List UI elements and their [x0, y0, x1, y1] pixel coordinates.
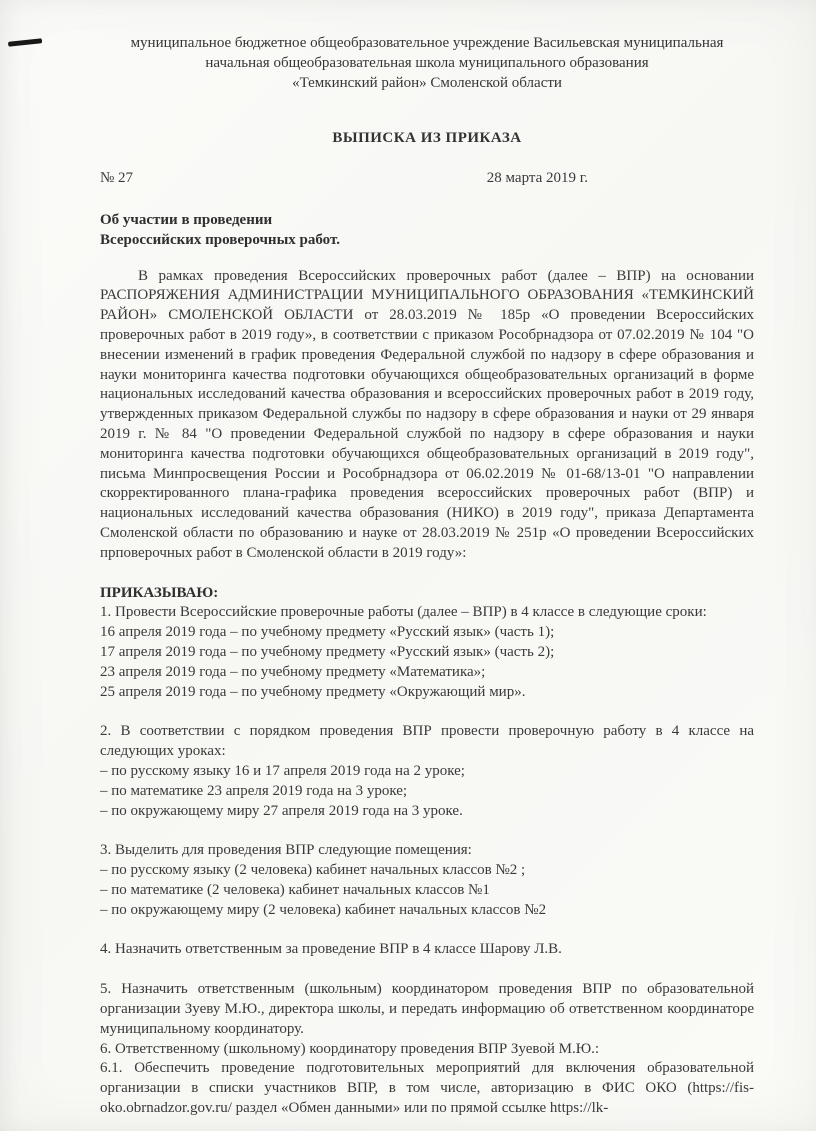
order-item-3: [100, 841, 754, 920]
order-item-3-line: – по русскому языку (2 человека) кабинет начальных классов №2 ;: [100, 862, 526, 879]
order-item-4: [100, 940, 754, 960]
organization-header-line-2: начальная общеобразовательная школа муниципального образования: [205, 54, 649, 71]
document-meta: [100, 169, 754, 189]
order-item-1-line: 25 апреля 2019 года – по учебному предмету «Окружающий мир».: [100, 683, 526, 700]
order-item-4-text: 4. Назначить ответственным за проведение ВПР в 4 классе Шарову Л.В.: [100, 941, 562, 958]
preamble-paragraph: В рамках проведения Всероссийских проверочных работ (далее – ВПР) на основании РАСПОРЯЖЕНИЯ АДМИНИСТРАЦИИ МУНИЦИПАЛЬНОГО ОБРАЗОВАНИЯ «ТЕМКИНСКИЙ РАЙОН» СМОЛЕНСКОЙ ОБЛАСТИ от 28.03.2019 № 185р «О проведении Всероссийских проверочных работ в 2019 году», в соответствии с приказом Рособрнадзора от 07.02.2019 № 104 "О внесении изменений в график проведения Федеральной службой по надзору в сфере образования и науки мониторинга качества подготовки обучающихся общеобразовательных организаций в форме национальных исследований качества образования и всероссийских проверочных работ в 2019 году, утвержденных приказом Федеральной службы по надзору в сфере образования и науки от 29 января 2019 г. № 84 "О проведении Федеральной службой по надзору в сфере образования и науки мониторинга качества подготовки обучающихся общеобразовательных организаций в 2019 году", письма Минпросвещения России и Рособрнадзора от 06.02.2019 № 01-68/13-01 "О направлении скорректированного плана-графика проведения всероссийских проверочных работ (ВПР) и национальных исследований качества образования (НИКО) в 2019 году", приказа Департамента Смоленской области по образованию и науке от 28.03.2019 № 251р «О проведении Всероссийских прповерочных работ в Смоленской области в 2019 году»:: [100, 267, 754, 561]
order-item-2-line: – по русскому языку 16 и 17 апреля 2019 года на 2 уроке;: [100, 762, 465, 779]
order-item-6-text: 6. Ответственному (школьному) координатору проведения ВПР Зуевой М.Ю.:: [100, 1040, 600, 1057]
order-heading: ПРИКАЗЫВАЮ:: [100, 584, 219, 601]
order-item-1: [100, 603, 754, 702]
document-number: № 27: [100, 170, 134, 187]
scan-corner-mark: [7, 33, 43, 51]
organization-header-line-1: муниципальное бюджетное общеобразовательное учреждение Васильевская муниципальная: [130, 35, 724, 51]
document-subject-line-2: Всероссийских проверочных работ.: [100, 231, 340, 248]
organization-header: [100, 34, 754, 93]
order-item-1-line: 17 апреля 2019 года – по учебному предмету «Русский язык» (часть 2);: [100, 643, 555, 660]
order-items-5-6: [100, 980, 754, 1119]
order-item-2: [100, 722, 754, 821]
order-item-2-line: – по окружающему миру 27 апреля 2019 года на 3 уроке.: [100, 802, 463, 819]
order-item-5-text: 5. Назначить ответственным (школьным) координатором проведения ВПР по образовательной организации Зуеву М.Ю., директора школы, и передать информацию об ответственном координаторе муниципальному координатору.: [100, 981, 754, 1037]
organization-header-line-3: «Темкинский район» Смоленской области: [292, 74, 562, 91]
order-item-1-line: 16 апреля 2019 года – по учебному предмету «Русский язык» (часть 1);: [100, 624, 555, 641]
order-item-3-line: – по математике (2 человека) кабинет начальных классов №1: [100, 881, 490, 898]
order-item-1-line: 23 апреля 2019 года – по учебному предмету «Математика»;: [100, 663, 486, 680]
order-item-6-1-text: 6.1. Обеспечить проведение подготовительных мероприятий для включения образовательной организации в списки участников ВПР, в том числе, авторизацию в ФИС ОКО (https://fis-oko.obrnadzor.gov.ru/ раздел «Обмен данными» или по прямой ссылке https://lk-: [100, 1060, 754, 1117]
document-subject-line-1: Об участии в проведении: [100, 211, 273, 228]
document-date: 28 марта 2019 г.: [486, 170, 588, 187]
order-item-1-intro: 1. Провести Всероссийские проверочные работы (далее – ВПР) в 4 классе в следующие сроки:: [100, 604, 707, 621]
order-item-3-intro: 3. Выделить для проведения ВПР следующие помещения:: [100, 842, 472, 859]
order-item-2-intro: 2. В соответствии с порядком проведения ВПР провести проверочную работу в 4 классе на следующих уроках:: [100, 723, 754, 760]
document-subject: [100, 211, 754, 251]
document-title: ВЫПИСКА ИЗ ПРИКАЗА: [332, 130, 522, 147]
order-item-3-line: – по окружающему миру (2 человека) кабинет начальных классов №2: [100, 901, 547, 918]
order-item-2-line: – по математике 23 апреля 2019 года на 3 уроке;: [100, 782, 408, 799]
